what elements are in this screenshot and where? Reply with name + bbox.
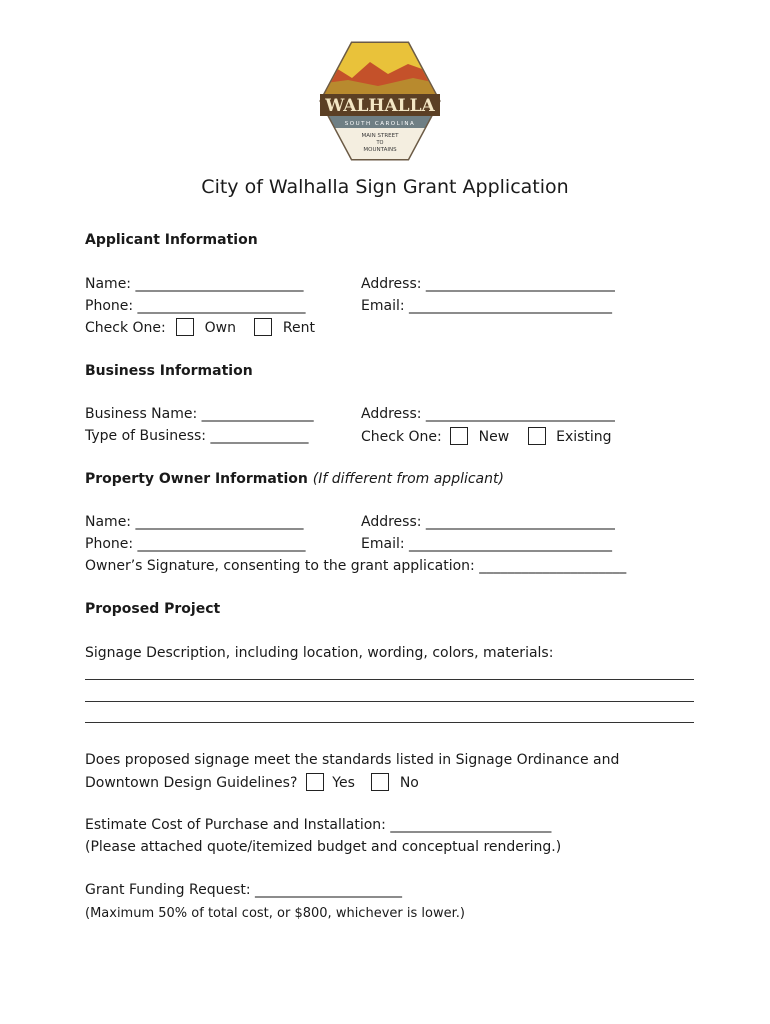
- standards-question-line-2: Downtown Design Guidelines?: [85, 775, 298, 791]
- new-checkbox[interactable]: [450, 427, 468, 445]
- signage-description-label: Signage Description, including location, wording, colors, materials:: [85, 645, 554, 661]
- description-line-1[interactable]: [85, 679, 694, 680]
- applicant-check-row: [85, 318, 315, 337]
- owner-heading-row: [85, 470, 504, 488]
- own-checkbox[interactable]: [176, 318, 194, 336]
- logo-tag-line-2: TO: [376, 140, 384, 146]
- owner-address-field[interactable]: Address: ___________________________: [361, 514, 615, 530]
- walhalla-logo: [318, 40, 442, 162]
- description-line-3[interactable]: [85, 722, 694, 723]
- business-check-label: Check One:: [361, 429, 442, 445]
- business-heading: Business Information: [85, 363, 253, 379]
- rent-checkbox[interactable]: [254, 318, 272, 336]
- applicant-check-label: Check One:: [85, 320, 166, 336]
- owner-name-field[interactable]: Name: ________________________: [85, 514, 304, 530]
- logo-main-text: WALHALLA: [325, 96, 435, 116]
- applicant-heading: Applicant Information: [85, 232, 258, 248]
- logo-tag-line-1: MAIN STREET: [361, 133, 399, 139]
- owner-email-field[interactable]: Email: _____________________________: [361, 536, 613, 552]
- business-address-field[interactable]: Address: ___________________________: [361, 406, 615, 422]
- estimate-cost-note: (Please attached quote/itemized budget and conceptual rendering.): [85, 839, 562, 855]
- yes-checkbox[interactable]: [306, 773, 324, 791]
- existing-option-label: Existing: [556, 429, 612, 445]
- yes-option-label: Yes: [332, 775, 355, 791]
- owner-heading: Property Owner Information: [85, 471, 308, 487]
- existing-checkbox[interactable]: [528, 427, 546, 445]
- applicant-phone-field[interactable]: Phone: ________________________: [85, 298, 306, 314]
- owner-phone-field[interactable]: Phone: ________________________: [85, 536, 306, 552]
- business-check-row: [361, 427, 612, 446]
- applicant-address-field[interactable]: Address: ___________________________: [361, 276, 615, 292]
- page-title: City of Walhalla Sign Grant Application: [201, 176, 569, 198]
- standards-question-row: [85, 773, 419, 792]
- grant-funding-field[interactable]: Grant Funding Request: _____________________: [85, 882, 403, 898]
- own-option-label: Own: [204, 320, 236, 336]
- business-name-field[interactable]: Business Name: ________________: [85, 406, 314, 422]
- logo-tag-line-3: MOUNTAINS: [363, 147, 397, 153]
- owner-heading-note: (If different from applicant): [312, 471, 504, 487]
- rent-option-label: Rent: [282, 320, 315, 336]
- new-option-label: New: [478, 429, 510, 445]
- no-checkbox[interactable]: [371, 773, 389, 791]
- grant-funding-note: (Maximum 50% of total cost, or $800, whichever is lower.): [85, 906, 465, 921]
- no-option-label: No: [399, 775, 419, 791]
- applicant-name-field[interactable]: Name: ________________________: [85, 276, 304, 292]
- business-type-field[interactable]: Type of Business: ______________: [85, 428, 309, 444]
- project-heading: Proposed Project: [85, 601, 221, 617]
- standards-question-line-1: Does proposed signage meet the standards listed in Signage Ordinance and: [85, 752, 620, 768]
- estimate-cost-field[interactable]: Estimate Cost of Purchase and Installation: _______________________: [85, 817, 552, 833]
- logo-sub-text: SOUTH CAROLINA: [344, 121, 416, 127]
- owner-signature-field[interactable]: Owner’s Signature, consenting to the grant application: _____________________: [85, 558, 627, 574]
- description-line-2[interactable]: [85, 701, 694, 702]
- applicant-email-field[interactable]: Email: _____________________________: [361, 298, 613, 314]
